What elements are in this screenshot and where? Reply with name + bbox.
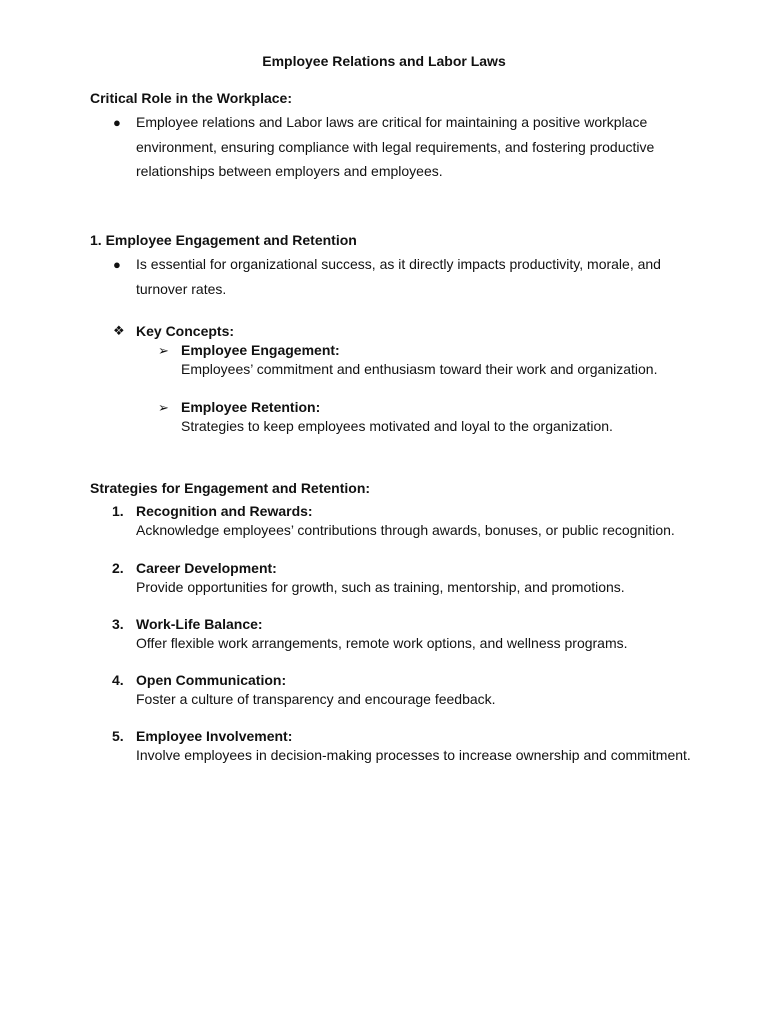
strategy-label: Recognition and Rewards: [136,503,313,519]
section1-heading: 1. Employee Engagement and Retention [90,232,357,248]
strategy-text: Foster a culture of transparency and encourage feedback. [136,691,496,707]
diamond-bullet-icon: ❖ [113,323,125,338]
strategy-label: Employee Involvement: [136,728,293,744]
list-number: 5. [112,728,124,744]
key-concepts-label: Key Concepts: [136,323,235,339]
concept-text: Employees’ commitment and enthusiasm toward their work and organization. [181,361,658,377]
strategy-text: Provide opportunities for growth, such as training, mentorship, and promotions. [136,579,625,595]
critical-role-heading: Critical Role in the Workplace: [90,90,293,106]
strategy-label: Work-Life Balance: [136,616,263,632]
arrow-bullet-icon: ➢ [158,400,169,415]
strategy-text: Acknowledge employees’ contributions through awards, bonuses, or public recognition. [136,522,675,538]
arrow-bullet-icon: ➢ [158,343,169,358]
list-number: 2. [112,560,124,576]
concept-text: Strategies to keep employees motivated and loyal to the organization. [181,418,613,434]
strategies-heading: Strategies for Engagement and Retention: [90,480,371,496]
strategy-text: Offer flexible work arrangements, remote work options, and wellness programs. [136,635,628,651]
strategy-label: Career Development: [136,560,277,576]
concept-label: Employee Engagement: [181,342,340,358]
document-title: Employee Relations and Labor Laws [262,53,506,69]
bullet-icon: ● [113,115,121,130]
critical-role-text: Employee relations and Labor laws are critical for maintaining a positive workplace environment, ensuring compliance with legal requirements, and fostering productive relationships between employers and employees. [136,114,655,179]
concept-label: Employee Retention: [181,399,321,415]
bullet-icon: ● [113,257,121,272]
section1-text: Is essential for organizational success, as it directly impacts productivity, morale, and turnover rates. [136,256,661,297]
list-number: 4. [112,672,124,688]
strategy-text: Involve employees in decision-making processes to increase ownership and commitment. [136,747,691,763]
strategy-label: Open Communication: [136,672,287,688]
list-number: 1. [112,503,124,519]
list-number: 3. [112,616,124,632]
